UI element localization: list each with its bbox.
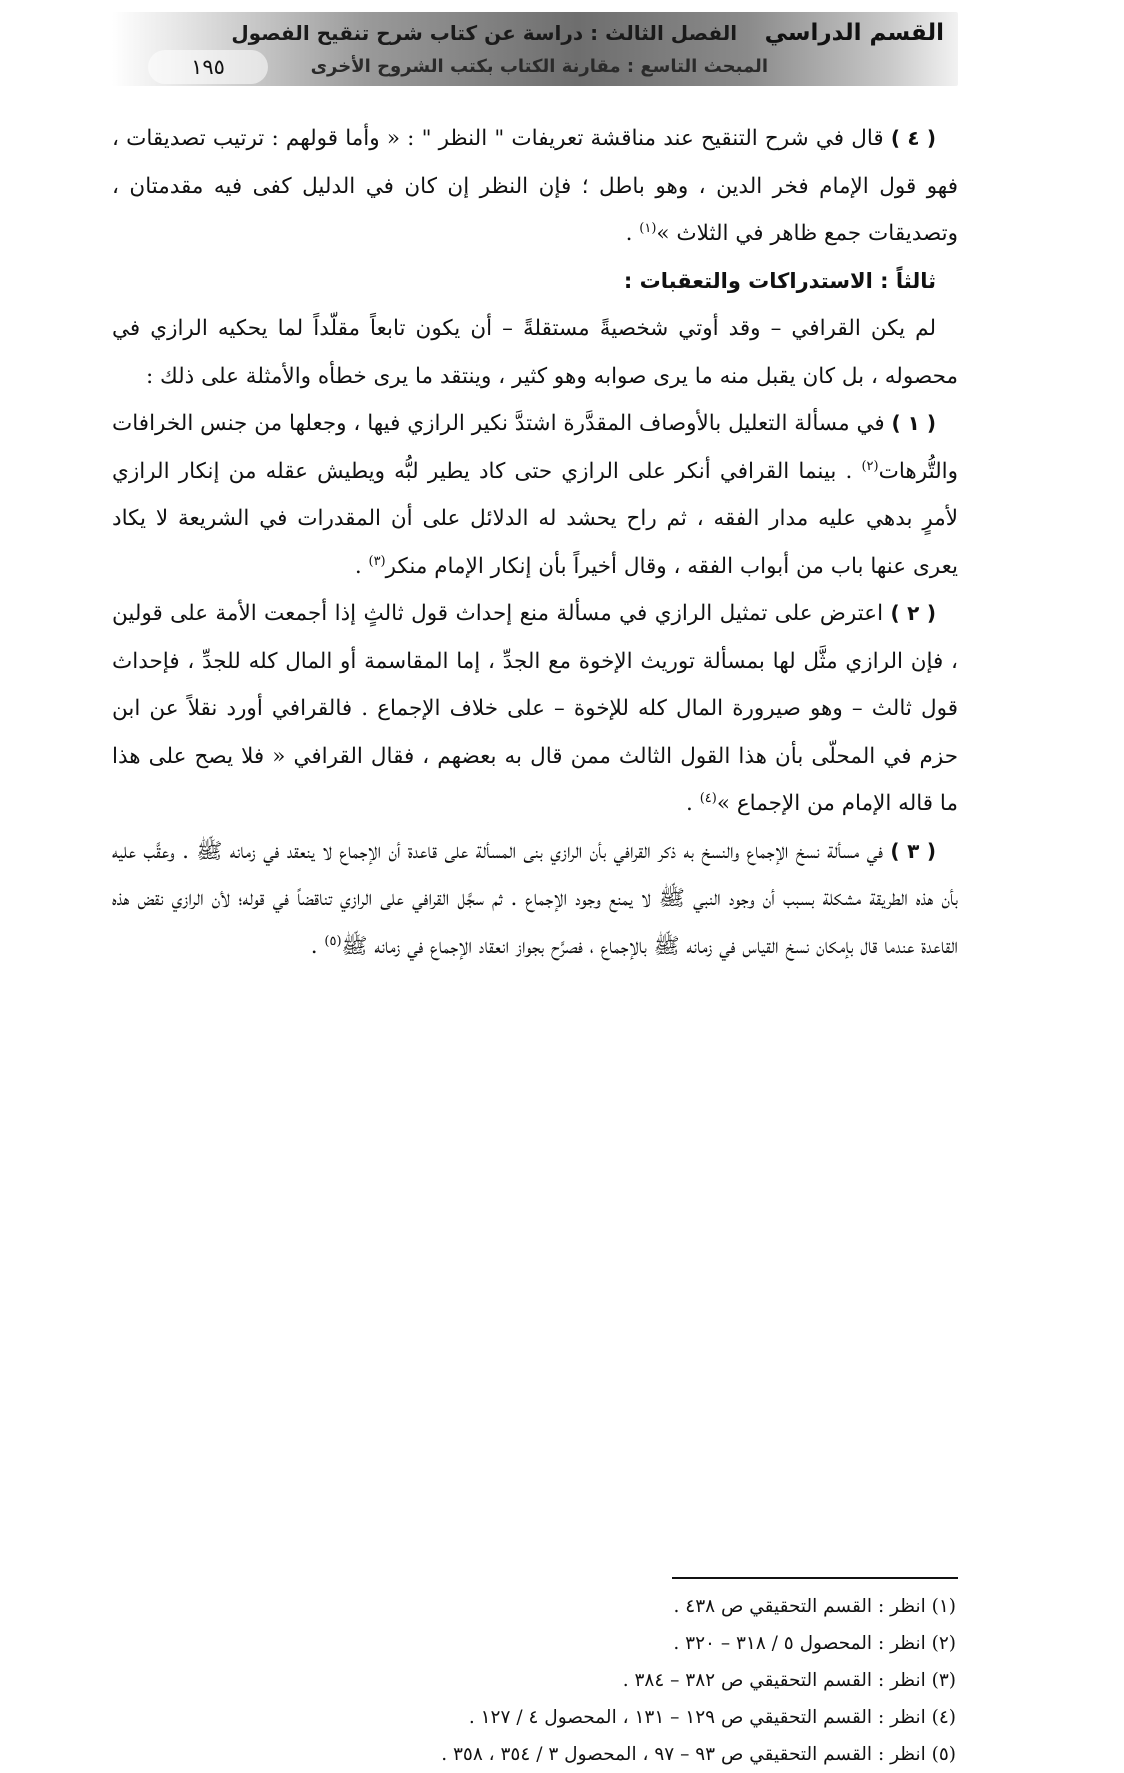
- part-title: القسم الدراسي: [764, 20, 944, 46]
- paragraph-number: ( ٢ ): [890, 601, 937, 625]
- paragraph-end: .: [686, 791, 700, 816]
- footnote-4: (٤) انظر : القسم التحقيقي ص ١٢٩ – ١٣١ ، المحصول ٤ / ١٢٧ .: [468, 1707, 956, 1728]
- paragraph-text: في مسألة التعليل بالأوصاف المقدَّرة اشتدَّ نكير الرازي فيها ، وجعلها من جنس الخرافات والتُّرهات: [112, 411, 958, 484]
- footnote-ref: (١): [639, 220, 657, 236]
- paragraph-end: .: [625, 221, 640, 246]
- paragraph-number: ( ٣ ): [890, 838, 937, 863]
- footnote-ref: (٤): [699, 790, 717, 806]
- paragraph-4: [112, 115, 958, 258]
- section-heading: ثالثاً : الاستدراكات والتعقبات :: [623, 268, 936, 293]
- main-text: [112, 115, 958, 970]
- paragraph-text: اعترض على تمثيل الرازي في مسألة منع إحداث قول ثالثٍ إذا أجمعت الأمة على قولين ، فإن الرازي مثَّل لها بمسألة توريث الإخوة مع الجدِّ ، إما المقاسمة أو المال كله للجدِّ ، فإحداث قول ثالث – وهو صيرورة المال كله للإخوة – على خلاف الإجماع . فالقرافي أورد نقلاً عن ابن حزم في المحلّى بأن هذا القول الثالث ممن قال به بعضهم ، فقال القرافي « فلا يصح على هذا ما قاله الإمام من الإجماع »: [112, 601, 958, 816]
- footnote-ref: (٢): [861, 458, 879, 474]
- footnote-2: (٢) انظر : المحصول ٥ / ٣١٨ – ٣٢٠ .: [673, 1633, 956, 1654]
- footnote-ref: (٣): [368, 553, 386, 569]
- paragraph-number: ( ١ ): [891, 411, 936, 435]
- footnote-5: (٥) انظر : القسم التحقيقي ص ٩٣ – ٩٧ ، المحصول ٣ / ٣٥٤ ، ٣٥٨ .: [441, 1744, 956, 1765]
- paragraph-1: [112, 400, 958, 590]
- paragraph-text: قال في شرح التنقيح عند مناقشة تعريفات " النظر " : « وأما قولهم : ترتيب تصديقات ، فهو قول الإمام فخر الدين ، وهو باطل ؛ فإن النظر إن كان في الدليل كفى فيه مقدمتان ، وتصديقات جمع ظاهر في الثلاث »: [112, 126, 958, 246]
- paragraph-intro: لم يكن القرافي – وقد أوتي شخصيةً مستقلةً – أن يكون تابعاً مقلّداً لما يحكيه الرازي في محصوله ، بل كان يقبل منه ما يرى صوابه وهو كثير ، وينتقد ما يرى خطأه والأمثلة على ذلك :: [112, 316, 958, 389]
- footnote-divider: [672, 1577, 958, 1579]
- paragraph-3: [112, 828, 958, 971]
- paragraph-end: .: [354, 553, 369, 579]
- paragraph-end: .: [310, 933, 325, 959]
- paragraph-text: في مسألة نسخ الإجماع والنسخ به ذكر القرافي بأن الرازي بنى المسألة على قاعدة أن الإجماع لا ينعقد في زمانه ﷺ . وعقَّب عليه بأن هذه الطريقة مشكلة بسبب أن وجود النبي ﷺ لا يمنع وجود الإجماع . ثم سجَّل القرافي على الرازي تناقضاً في قوله؛ لأن الرازي نقض هذه القاعدة عندما قال بإمكان نسخ القياس في زمانه ﷺ بالإجماع ، فصرَّح بجواز انعقاد الإجماع في زمانه ﷺ: [112, 838, 958, 959]
- header-title-row: [231, 20, 944, 46]
- footnote-1: (١) انظر : القسم التحقيقي ص ٤٣٨ .: [673, 1596, 956, 1617]
- footnotes: [112, 1588, 958, 1773]
- page-number: ١٩٥: [148, 50, 268, 84]
- running-header: [112, 12, 958, 86]
- footnote-ref: (٥): [324, 933, 342, 949]
- section-title: المبحث التاسع : مقارنة الكتاب بكتب الشروح الأخرى: [310, 56, 768, 77]
- paragraph-text-continued: . بينما القرافي أنكر على الرازي حتى كاد يطير لبُّه ويطيش عقله من إنكار الرازي لأمرٍ بدهي عليه مدار الفقه ، ثم راح يحشد له الدلائل على أن المقدرات في الشريعة لا يكاد يعرى عنها باب من أبواب الفقه ، وقال أخيراً بأن إنكار الإمام منكر: [112, 458, 958, 579]
- paragraph-2: [112, 590, 958, 828]
- footnote-3: (٣) انظر : القسم التحقيقي ص ٣٨٢ – ٣٨٤ .: [622, 1670, 956, 1691]
- paragraph-number: ( ٤ ): [890, 126, 936, 150]
- chapter-title: الفصل الثالث : دراسة عن كتاب شرح تنقيح الفصول: [231, 21, 738, 45]
